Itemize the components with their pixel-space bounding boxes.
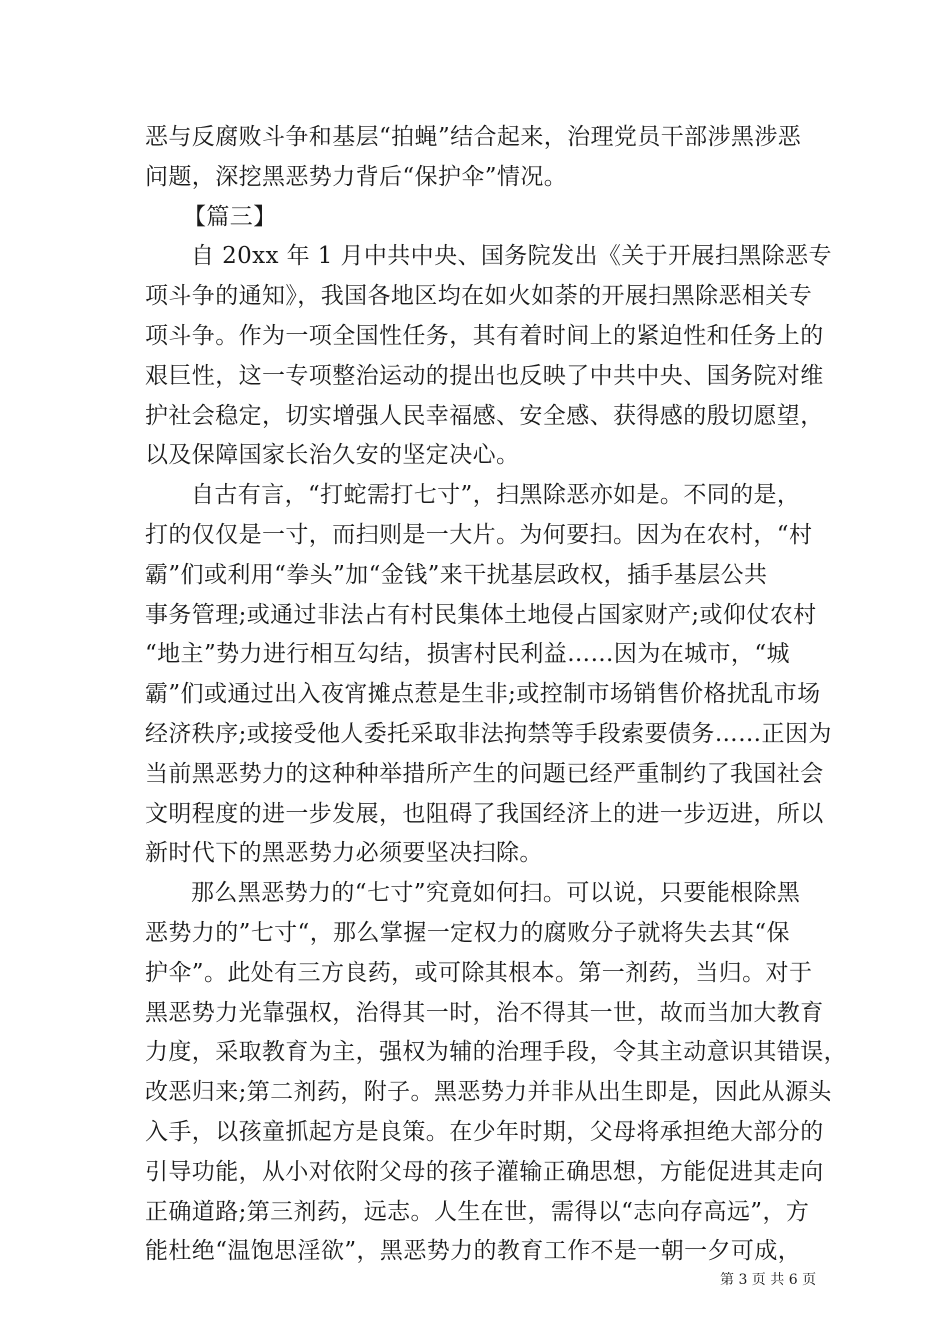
text-line: 护伞”。此处有三方良药，或可除其根本。第一剂药，当归。对于 (145, 959, 813, 986)
text-line: 护社会稳定，切实增强人民幸福感、安全感、获得感的殷切愿望， (145, 402, 824, 429)
text-line: 霸”们或利用“拳头”加“金钱”来干扰基层政权，插手基层公共 (145, 561, 768, 588)
text-line: 艰巨性，这一专项整治运动的提出也反映了中共中央、国务院对维 (145, 362, 824, 389)
text-line: 正确道路;第三剂药，远志。人生在世，需得以“志向存高远”，方 (145, 1198, 810, 1225)
text-line: 力度，采取教育为主，强权为辅的治理手段，令其主动意识其错误， (145, 1039, 847, 1066)
text-line: 霸”们或通过出入夜宵摊点惹是生非;或控制市场销售价格扰乱市场 (145, 681, 821, 708)
section-heading: 【篇三】 (183, 203, 277, 230)
document-body (145, 118, 847, 1272)
text-line: 打的仅仅是一寸，而扫则是一大片。为何要扫。因为在农村，“村 (145, 521, 813, 548)
text-line: “地主”势力进行相互勾结，损害村民利益……因为在城市，“城 (145, 641, 790, 668)
text-line: 问题，深挖黑恶势力背后“保护伞”情况。 (145, 163, 568, 190)
text-line: 以及保障国家长治久安的坚定决心。 (145, 442, 520, 469)
paragraph-start: 自 20xx 年 1 月中共中央、国务院发出《关于开展扫黑除恶专 (191, 243, 832, 270)
page-number: 第 3 页 共 6 页 (720, 1272, 817, 1288)
text-line: 黑恶势力光靠强权，治得其一时，治不得其一世，故而当加大教育 (145, 999, 824, 1026)
text-line: 项斗争的通知》，我国各地区均在如火如荼的开展扫黑除恶相关专 (145, 283, 813, 310)
text-line: 恶势力的”七寸“，那么掌握一定权力的腐败分子就将失去其“保 (145, 919, 790, 946)
text-line: 入手，以孩童抓起方是良策。在少年时期，父母将承担绝大部分的 (145, 1118, 824, 1145)
text-line: 引导功能，从小对依附父母的孩子灌输正确思想，方能促进其走向 (145, 1158, 824, 1185)
text-line: 项斗争。作为一项全国性任务，其有着时间上的紧迫性和任务上的 (145, 322, 824, 349)
text-line: 改恶归来;第二剂药，附子。黑恶势力并非从出生即是，因此从源头 (145, 1079, 832, 1106)
text-line: 恶与反腐败斗争和基层“拍蝇”结合起来，治理党员干部涉黑涉恶 (145, 124, 802, 150)
paragraph-start: 那么黑恶势力的“七寸”究竟如何扫。可以说，只要能根除黑 (191, 880, 801, 907)
text-line: 事务管理;或通过非法占有村民集体土地侵占国家财产;或仰仗农村 (145, 601, 817, 628)
paragraph-start: 自古有言，“打蛇需打七寸”，扫黑除恶亦如是。不同的是， (191, 482, 801, 509)
text-line: 能杜绝“温饱思淫欲”，黑恶势力的教育工作不是一朝一夕可成， (145, 1238, 802, 1265)
text-line: 经济秩序;或接受他人委托采取非法拘禁等手段索要债务……正因为 (145, 720, 832, 747)
text-line: 当前黑恶势力的这种种举措所产生的问题已经严重制约了我国社会 (145, 760, 824, 787)
text-line: 新时代下的黑恶势力必须要坚决扫除。 (145, 840, 543, 867)
text-line: 文明程度的进一步发展，也阻碍了我国经济上的进一步迈进，所以 (145, 800, 824, 827)
